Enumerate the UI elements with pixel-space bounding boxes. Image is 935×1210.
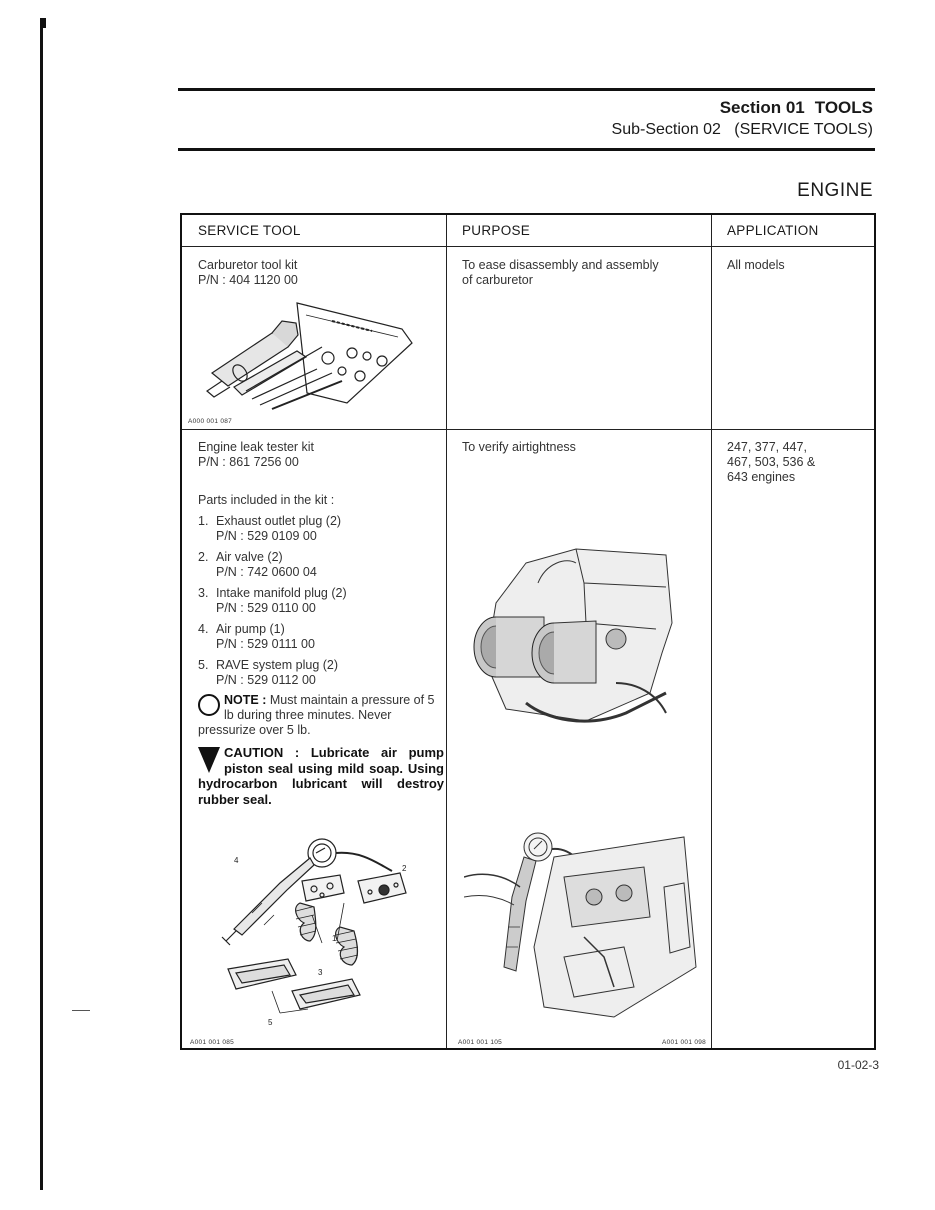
service-tools-table	[180, 213, 876, 1050]
part-number-index: 3.	[198, 586, 209, 600]
purpose-cell-leak-tester: To verify airtightness	[462, 440, 576, 454]
caution-label: CAUTION :	[224, 745, 300, 760]
tool-name: Carburetor tool kit	[198, 258, 298, 272]
callout-5: 5	[268, 1018, 273, 1027]
part-pn: P/N : 529 0111 00	[216, 637, 315, 651]
row-divider	[182, 429, 874, 430]
callout-1: 1	[332, 934, 337, 943]
part-pn: P/N : 529 0110 00	[216, 601, 316, 615]
note-circle-icon	[198, 694, 220, 716]
note-block	[198, 693, 444, 738]
application-text: 643 engines	[727, 470, 796, 484]
list-item	[198, 514, 444, 544]
list-item	[198, 658, 444, 688]
part-name: Exhaust outlet plug (2)	[216, 514, 342, 528]
purpose-text: of carburetor	[462, 273, 533, 287]
part-name: Intake manifold plug (2)	[216, 586, 347, 600]
list-item	[198, 550, 444, 580]
category-title: ENGINE	[797, 180, 873, 201]
header-rule-top	[178, 88, 875, 91]
engine-photo-bottom	[464, 827, 704, 1037]
part-number-index: 2.	[198, 550, 209, 564]
callout-2: 2	[402, 864, 407, 873]
parts-intro: Parts included in the kit :	[198, 493, 335, 507]
carburetor-tool-kit-illustration	[202, 291, 422, 416]
tool-name: Engine leak tester kit	[198, 440, 315, 454]
sub-section-title: Sub-Section 02 (SERVICE TOOLS)	[611, 121, 873, 138]
application-text: 247, 377, 447,	[727, 440, 807, 454]
engine-photo-top	[466, 543, 696, 743]
list-item	[198, 586, 444, 616]
application-cell-leak-tester	[727, 440, 815, 485]
figure-code: A001 001 085	[190, 1039, 235, 1046]
note-text: Must maintain a pressure of 5 lb during three minutes. Never pressurize over 5 lb.	[198, 693, 435, 737]
section-label: Section 01	[719, 98, 805, 117]
note-label: NOTE :	[224, 693, 267, 707]
column-header-application: APPLICATION	[727, 223, 819, 238]
callout-3: 3	[318, 968, 323, 977]
tool-part-number: P/N : 861 7256 00	[198, 455, 299, 469]
header-row-divider	[182, 246, 874, 247]
part-name: Air pump (1)	[216, 622, 285, 636]
callout-4: 4	[234, 856, 239, 865]
part-pn: P/N : 529 0112 00	[216, 673, 316, 687]
tool-cell-carburetor	[198, 258, 298, 288]
column-header-service-tool: SERVICE TOOL	[198, 223, 301, 238]
header-rule-bottom	[178, 148, 875, 151]
binder-edge-line	[40, 18, 43, 1190]
binder-edge-tab	[40, 18, 46, 28]
scan-mark	[72, 1010, 90, 1011]
application-text: 467, 503, 536 &	[727, 455, 816, 469]
application-cell-carburetor: All models	[727, 258, 785, 272]
parts-list	[198, 514, 444, 694]
section-title	[720, 98, 873, 118]
figure-code: A000 001 087	[188, 418, 233, 425]
purpose-text: To ease disassembly and assembly	[462, 258, 659, 272]
caution-text: Lubricate air pump piston seal using mild soap. Using hydrocarbon lubricant will destroy rubber seal.	[198, 745, 444, 807]
list-item	[198, 622, 444, 652]
part-name: Air valve (2)	[216, 550, 283, 564]
column-divider	[446, 215, 447, 1048]
page-number: 01-02-3	[837, 1058, 879, 1072]
part-number-index: 1.	[198, 514, 209, 528]
part-number-index: 4.	[198, 622, 209, 636]
part-pn: P/N : 529 0109 00	[216, 529, 317, 543]
figure-code: A001 001 098	[662, 1039, 707, 1046]
column-divider	[711, 215, 712, 1048]
purpose-cell-carburetor	[462, 258, 659, 288]
column-header-purpose: PURPOSE	[462, 223, 531, 238]
tool-part-number: P/N : 404 1120 00	[198, 273, 298, 287]
figure-code: A001 001 105	[458, 1039, 503, 1046]
leak-tester-kit-illustration	[192, 823, 437, 1035]
section-name: TOOLS	[814, 98, 873, 117]
part-number-index: 5.	[198, 658, 209, 672]
caution-triangle-icon	[198, 747, 220, 773]
caution-block	[198, 745, 444, 807]
part-pn: P/N : 742 0600 04	[216, 565, 317, 579]
part-name: RAVE system plug (2)	[216, 658, 339, 672]
